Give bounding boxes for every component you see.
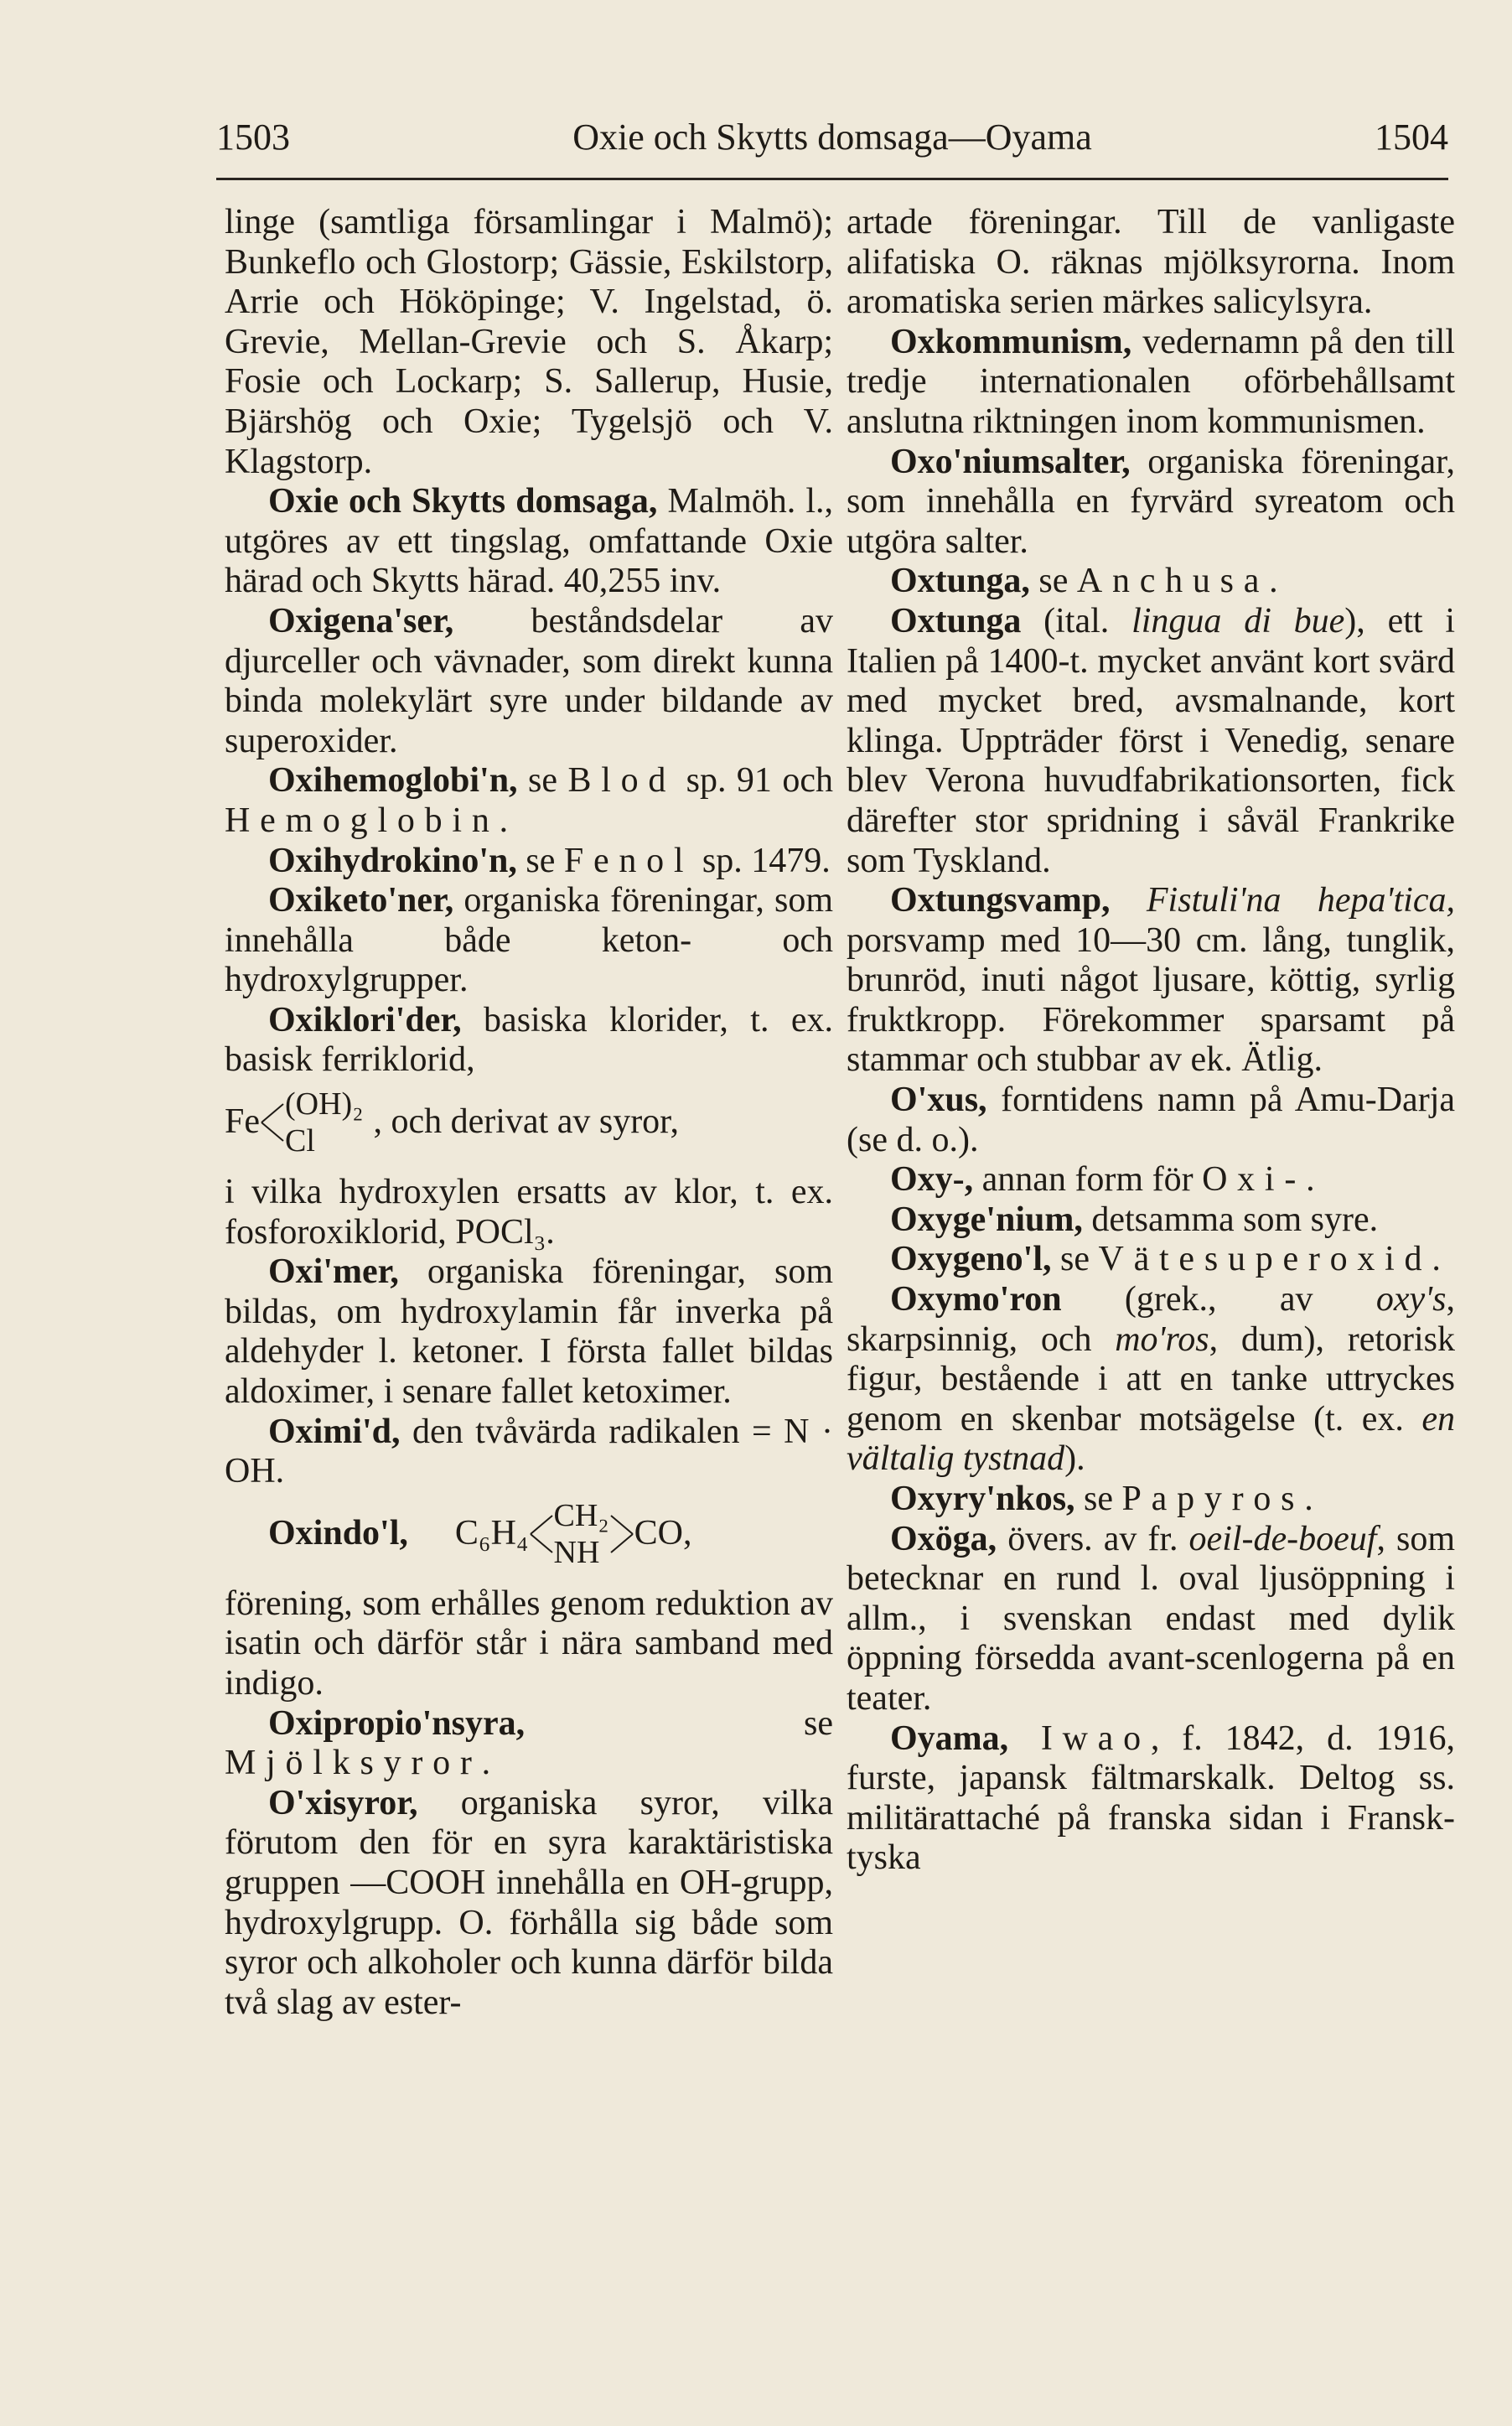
- headword: Oxygeno'l,: [890, 1240, 1052, 1279]
- headword: Oxipropio'nsyra,: [268, 1703, 526, 1743]
- headword: Oxiketo'ner,: [268, 881, 454, 920]
- headword: Oxyry'nkos,: [890, 1480, 1075, 1518]
- entry-oxus: O'xus, forntidens namn på Amu-Darja (se d. o.).: [847, 1081, 1455, 1159]
- left-column: [225, 203, 833, 2023]
- headword: Oxihemoglobi'n,: [268, 761, 518, 801]
- headword: Oxtunga: [890, 601, 1022, 640]
- headword: Oxkommunism,: [890, 322, 1132, 361]
- cross-reference: Papyros: [1121, 1480, 1305, 1518]
- headword: O'xus,: [890, 1081, 987, 1120]
- continued-paragraph: linge (samtliga församlingar i Malmö); Bunkeflo och Glostorp; Gässie, Eskilstorp, Arrie och Hököpinge; V. Ingelstad, ö. Grevie, Mellan-Grevie och S. Åkarp; Fosie och Lockarp; S. Sallerup, Husie, Bjärshög och Oxie; Tygelsjö och V. Klagstorp.: [225, 203, 833, 481]
- headword: Oxyge'nium,: [890, 1200, 1083, 1239]
- page-header: [216, 116, 1448, 166]
- header-rule: [216, 178, 1448, 180]
- headword: Oxtungsvamp,: [890, 881, 1111, 920]
- bond-lines: [609, 1509, 634, 1559]
- entry-oxihemoglobin: Oxihemoglobi'n, se Blod sp. 91 och Hemoglobin.: [225, 761, 833, 840]
- headword: O'xisyror,: [268, 1783, 418, 1822]
- cross-reference: Hemoglobin: [225, 801, 500, 840]
- entry-oxyrynkos: Oxyry'nkos, se Papyros.: [890, 1480, 1313, 1518]
- entry-oyama: Oyama, Iwao, f. 1842, d. 1916, furste, japansk fältmarskalk. Deltog ss. militärattaché på franska sidan i Fransk-tyska: [847, 1718, 1455, 1878]
- page-number-left: 1503: [216, 117, 290, 158]
- headword: Oxi'mer,: [268, 1252, 399, 1292]
- headword: Oxo'niumsalter,: [890, 442, 1131, 481]
- headword: Oxtunga,: [890, 562, 1030, 601]
- headword: Oyama,: [890, 1718, 1009, 1758]
- headword: Oxy-,: [890, 1160, 974, 1200]
- entry-oxygenol: Oxygeno'l, se Vätesuperoxid.: [890, 1240, 1441, 1279]
- cross-reference: Oxi-: [1202, 1160, 1307, 1200]
- entry-oxygenium: Oxyge'nium, detsamma som syre.: [890, 1200, 1379, 1239]
- entry-oxtungsvamp: Oxtungsvamp, Fistuli'na hepa'tica, porsvamp med 10—30 cm. lång, tunglik, brunröd, inuti något ljusare, köttig, syrlig fruktkropp. Förekommer sparsamt på stammar och stubbar av ek. Ätlig.: [847, 881, 1455, 1080]
- ferriklorid-formula: Fe (OH)₂ Cl , och derivat av syror,: [225, 1086, 679, 1159]
- headword: Oxihydrokino'n,: [268, 841, 517, 880]
- page-number-right: 1504: [1375, 117, 1448, 158]
- entry-oxipropionsyra: Oxipropio'nsyra, se Mjölksyror.: [225, 1703, 833, 1783]
- cross-reference: Blod: [567, 761, 676, 801]
- headword: Oxymo'ron: [890, 1280, 1062, 1319]
- entry-oxoga: Oxöga, övers. av fr. oeil-de-boeuf, som betecknar en rund l. oval ljusöppning i allm., i svenskan endast med dylik öppning försedda avant-scenlogerna på en teater.: [847, 1519, 1455, 1718]
- headword: Oxiklori'der,: [268, 1000, 462, 1039]
- cross-reference: Mjölksyror: [225, 1744, 482, 1783]
- bond-lines: [260, 1097, 285, 1148]
- headword: Oxie och Skytts domsaga,: [268, 482, 658, 521]
- headword: Oximi'd,: [268, 1412, 401, 1451]
- headword: Oxöga,: [890, 1519, 997, 1558]
- cross-reference: Anchusa: [1076, 562, 1270, 601]
- headword: Oxindo'l,: [268, 1514, 408, 1553]
- entry-oxiklorider-cont: i vilka hydroxylen ersatts av klor, t. ex. fosforoxiklorid, POCl₃.: [225, 1173, 833, 1252]
- entry-oxtunga-ref: Oxtunga, se Anchusa.: [890, 562, 1278, 601]
- entry-oxindol-formula: Oxindo'l, C₆H₄ CH₂ NH CO,: [268, 1497, 692, 1570]
- entry-oxtunga: Oxtunga (ital. lingua di bue), ett i Italien på 1400-t. mycket använt kort svärd med mycket bred, avsmalnande, kort klinga. Uppträder först i Venedig, senare blev Verona huvudfabrikationsorten, fick därefter stor spridning i såväl Frankrike som Tyskland.: [847, 601, 1455, 880]
- entry-oxymoron: Oxymo'ron (grek., av oxy's, skarpsinnig, och mo'ros, dum), retorisk figur, bestående i att en tanke uttryckes genom en skenbar motsägelse (t. ex. en vältalig tystnad).: [847, 1280, 1456, 1479]
- entry-oxy: Oxy-, annan form för Oxi-.: [890, 1160, 1315, 1200]
- entry-oxoniumsalter: Oxo'niumsalter, organiska föreningar, som innehålla en fyrvärd syreatom och utgöra salter.: [847, 442, 1455, 561]
- entry-oxiklorider: Oxiklori'der, basiska klorider, t. ex. basisk ferriklorid,: [225, 1000, 833, 1080]
- entry-oximid: Oximi'd, den tvåvärda radikalen = N · OH.: [225, 1412, 833, 1491]
- entry-oxie-och-skytts: Oxie och Skytts domsaga, Malmöh. l., utgöres av ett tingslag, omfattande Oxie härad och Skytts härad. 40,255 inv.: [225, 482, 834, 601]
- continued-paragraph: artade föreningar. Till de vanligaste alifatiska O. räknas mjölksyrorna. Inom aromatiska serien märkes salicylsyra.: [847, 203, 1455, 322]
- running-title: Oxie och Skytts domsaga—Oyama: [572, 117, 1092, 158]
- right-column: [847, 203, 1455, 1879]
- entry-oxihydrokinon: Oxihydrokino'n, se Fenol sp. 1479.: [268, 841, 831, 880]
- headword: Oxigena'ser,: [268, 601, 454, 640]
- entry-oxindol-text: förening, som erhålles genom reduktion av isatin och därför står i nära samband med indigo.: [225, 1584, 833, 1703]
- bond-lines: [529, 1509, 554, 1559]
- entry-oxigenaser: Oxigena'ser, beståndsdelar av djurceller och vävnader, som direkt kunna binda molekylärt syre under bildande av superoxider.: [225, 601, 833, 760]
- cross-reference: Fenol: [563, 841, 694, 880]
- entry-oxiketoner: Oxiketo'ner, organiska föreningar, som innehålla både keton- och hydroxylgrupper.: [225, 881, 833, 1000]
- entry-oxisyror: O'xisyror, organiska syror, vilka förutom den för en syra karaktäristiska gruppen —COOH innehålla en OH-grupp, hydroxylgrupp. O. förhålla sig både som syror och alkoholer och kunna därför bilda två slag av ester-: [225, 1783, 833, 2022]
- entry-oxkommunism: Oxkommunism, vedernamn på den till tredje internationalen oförbehållsamt anslutna riktningen inom kommunismen.: [847, 322, 1455, 441]
- cross-reference: Vätesuperoxid: [1098, 1240, 1432, 1279]
- entry-oximer: Oxi'mer, organiska föreningar, som bildas, om hydroxylamin får inverka på aldehyder l. ketoner. I första fallet bildas aldoximer, i senare fallet ketoximer.: [225, 1252, 833, 1412]
